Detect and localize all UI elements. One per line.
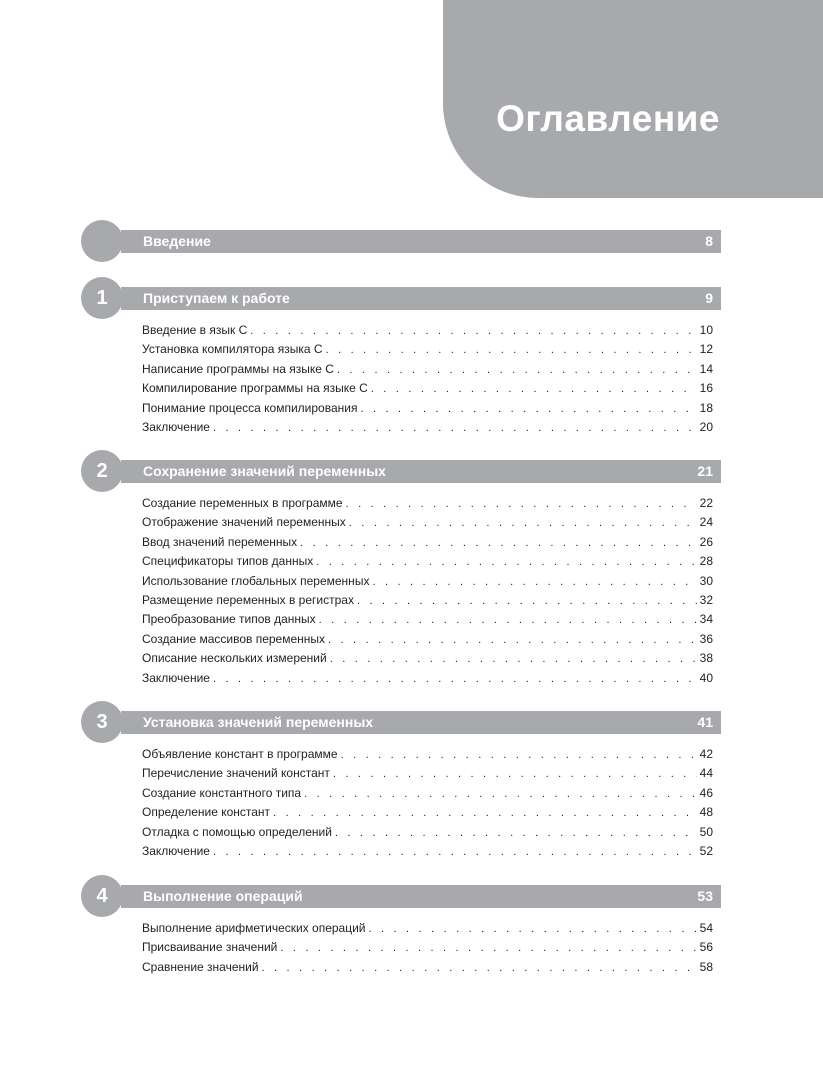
toc-entry-page: 28 <box>699 554 713 569</box>
chapter-number <box>81 220 123 262</box>
toc-entry-label: Определение констант <box>142 805 271 820</box>
toc-entry-label: Создание массивов переменных <box>142 631 326 646</box>
toc-entry-leader <box>360 400 696 419</box>
toc-entry-label: Спецификаторы типов данных <box>142 554 314 569</box>
toc-entry-page: 38 <box>699 651 713 666</box>
toc-entry-page: 14 <box>699 361 713 376</box>
chapter-number: 4 <box>81 875 123 917</box>
chapter-page: 8 <box>705 233 713 249</box>
chapter-entries <box>142 494 713 688</box>
toc-entry-page: 24 <box>699 515 713 530</box>
toc-entry-leader <box>349 514 697 533</box>
toc-entry-page: 16 <box>699 381 713 396</box>
toc-entry-leader <box>262 959 697 978</box>
toc-entry-page: 34 <box>699 612 713 627</box>
toc-entry-leader <box>341 746 697 765</box>
toc-entry-page: 22 <box>699 496 713 510</box>
toc-entry[interactable] <box>142 340 713 359</box>
toc-entry-label: Отладка с помощью определений <box>142 824 332 839</box>
toc-entry[interactable] <box>142 494 713 513</box>
chapter-page: 9 <box>705 290 713 306</box>
toc-entry-leader <box>316 553 696 572</box>
toc-entry-leader <box>371 380 697 399</box>
toc-entry-label: Написание программы на языке С <box>142 361 334 376</box>
toc-entry[interactable] <box>142 321 713 340</box>
toc-entry-page: 40 <box>699 670 713 685</box>
toc-entry-page: 18 <box>699 400 713 415</box>
toc-entry-leader <box>273 804 697 823</box>
toc-entry[interactable] <box>142 418 713 437</box>
chapter-title[interactable]: Установка значений переменных <box>143 714 374 730</box>
toc-entry-leader <box>337 361 697 380</box>
toc-entry-leader <box>333 765 697 784</box>
toc-entry-page: 48 <box>699 805 713 820</box>
toc-entry-label: Отображение значений переменных <box>142 515 346 530</box>
toc-entry[interactable] <box>142 764 713 783</box>
toc-entry[interactable] <box>142 552 713 571</box>
toc-entry[interactable] <box>142 630 713 649</box>
toc-entry-label: Использование глобальных переменных <box>142 573 370 588</box>
chapter-title[interactable]: Приступаем к работе <box>143 290 290 306</box>
toc-entry-leader <box>346 495 697 514</box>
toc-entry[interactable] <box>142 572 713 591</box>
toc-entry-label: Создание константного типа <box>142 785 302 800</box>
toc-entry-label: Компилирование программы на языке С <box>142 381 368 396</box>
toc-entry-page: 42 <box>699 747 713 761</box>
toc-entry[interactable] <box>142 669 713 688</box>
toc-entry[interactable] <box>142 610 713 629</box>
toc-entry-page: 20 <box>699 419 713 434</box>
toc-entry-page: 26 <box>699 534 713 549</box>
toc-entry-leader <box>328 631 697 650</box>
chapter-number: 2 <box>81 450 123 492</box>
toc-entry-page: 10 <box>699 323 713 337</box>
toc-entry-leader <box>326 341 697 360</box>
chapter-title[interactable]: Выполнение операций <box>143 888 303 904</box>
toc-entry-label: Ввод значений переменных <box>142 534 298 549</box>
chapter-number: 1 <box>81 277 123 319</box>
toc-entry-label: Создание переменных в программе <box>142 496 343 510</box>
toc-entry-label: Понимание процесса компилирования <box>142 400 358 415</box>
title-tab <box>443 0 823 198</box>
toc-entry-leader <box>213 419 697 438</box>
toc-entry-leader <box>213 670 697 689</box>
toc-entry-leader <box>213 843 697 862</box>
toc-entry-page: 50 <box>699 824 713 839</box>
toc-entry-label: Объявление констант в программе <box>142 747 338 761</box>
toc-entry-page: 12 <box>699 342 713 357</box>
toc-entry-label: Заключение <box>142 843 210 858</box>
toc-entry-label: Заключение <box>142 670 210 685</box>
toc-entry-label: Сравнение значений <box>142 959 259 974</box>
toc-entry-label: Заключение <box>142 419 210 434</box>
chapter-page: 41 <box>697 714 713 730</box>
toc-entry[interactable] <box>142 533 713 552</box>
toc-entry-leader <box>372 573 696 592</box>
toc-entry[interactable] <box>142 649 713 668</box>
toc-entry-page: 44 <box>699 766 713 781</box>
toc-entry[interactable] <box>142 513 713 532</box>
toc-entry-leader <box>280 939 696 958</box>
toc-entry-page: 54 <box>699 921 713 935</box>
toc-entry-label: Введение в язык С <box>142 323 248 337</box>
toc-entry-page: 56 <box>699 940 713 955</box>
toc-entry-leader <box>335 824 697 843</box>
toc-entry-leader <box>300 534 696 553</box>
toc-entry-label: Перечисление значений констант <box>142 766 330 781</box>
toc-entry[interactable] <box>142 591 713 610</box>
toc-entry-leader <box>304 785 697 804</box>
toc-entry[interactable] <box>142 823 713 842</box>
toc-entry[interactable] <box>142 379 713 398</box>
toc-entry[interactable] <box>142 745 713 764</box>
toc-entry-leader <box>319 611 697 630</box>
page-title: Оглавление <box>496 98 720 139</box>
toc-entry[interactable] <box>142 784 713 803</box>
toc-entry[interactable] <box>142 399 713 418</box>
toc-entry-label: Установка компилятора языка С <box>142 342 323 357</box>
toc-entry[interactable] <box>142 958 713 977</box>
chapter-number: 3 <box>81 701 123 743</box>
toc-entry-page: 58 <box>699 959 713 974</box>
toc-entry-leader <box>250 322 696 341</box>
toc-entry-page: 32 <box>699 592 713 607</box>
toc-entry-leader <box>369 920 697 939</box>
chapter-title[interactable]: Сохранение значений переменных <box>143 463 386 479</box>
toc-entry-label: Описание нескольких измерений <box>142 651 327 666</box>
toc-entry-label: Размещение переменных в регистрах <box>142 592 354 607</box>
chapter-entries <box>142 321 713 437</box>
toc-entry-label: Присваивание значений <box>142 940 278 955</box>
toc-entry-leader <box>330 650 697 669</box>
toc-entry-leader <box>357 592 697 611</box>
chapter-page: 21 <box>697 463 713 479</box>
toc-entry-page: 46 <box>699 785 713 800</box>
toc-entry-page: 30 <box>699 573 713 588</box>
chapter-title[interactable]: Введение <box>143 233 211 249</box>
toc-entry-label: Преобразование типов данных <box>142 612 316 627</box>
toc-entry[interactable] <box>142 938 713 957</box>
toc-entry[interactable] <box>142 919 713 938</box>
chapter-bar <box>121 230 721 253</box>
toc-entry-label: Выполнение арифметических операций <box>142 921 366 935</box>
toc-entry[interactable] <box>142 360 713 379</box>
toc-entry[interactable] <box>142 803 713 822</box>
toc-entry-page: 52 <box>699 843 713 858</box>
chapter-entries <box>142 919 713 977</box>
toc-entry-page: 36 <box>699 631 713 646</box>
chapter-page: 53 <box>697 888 713 904</box>
toc-entry[interactable] <box>142 842 713 861</box>
chapter-entries <box>142 745 713 861</box>
